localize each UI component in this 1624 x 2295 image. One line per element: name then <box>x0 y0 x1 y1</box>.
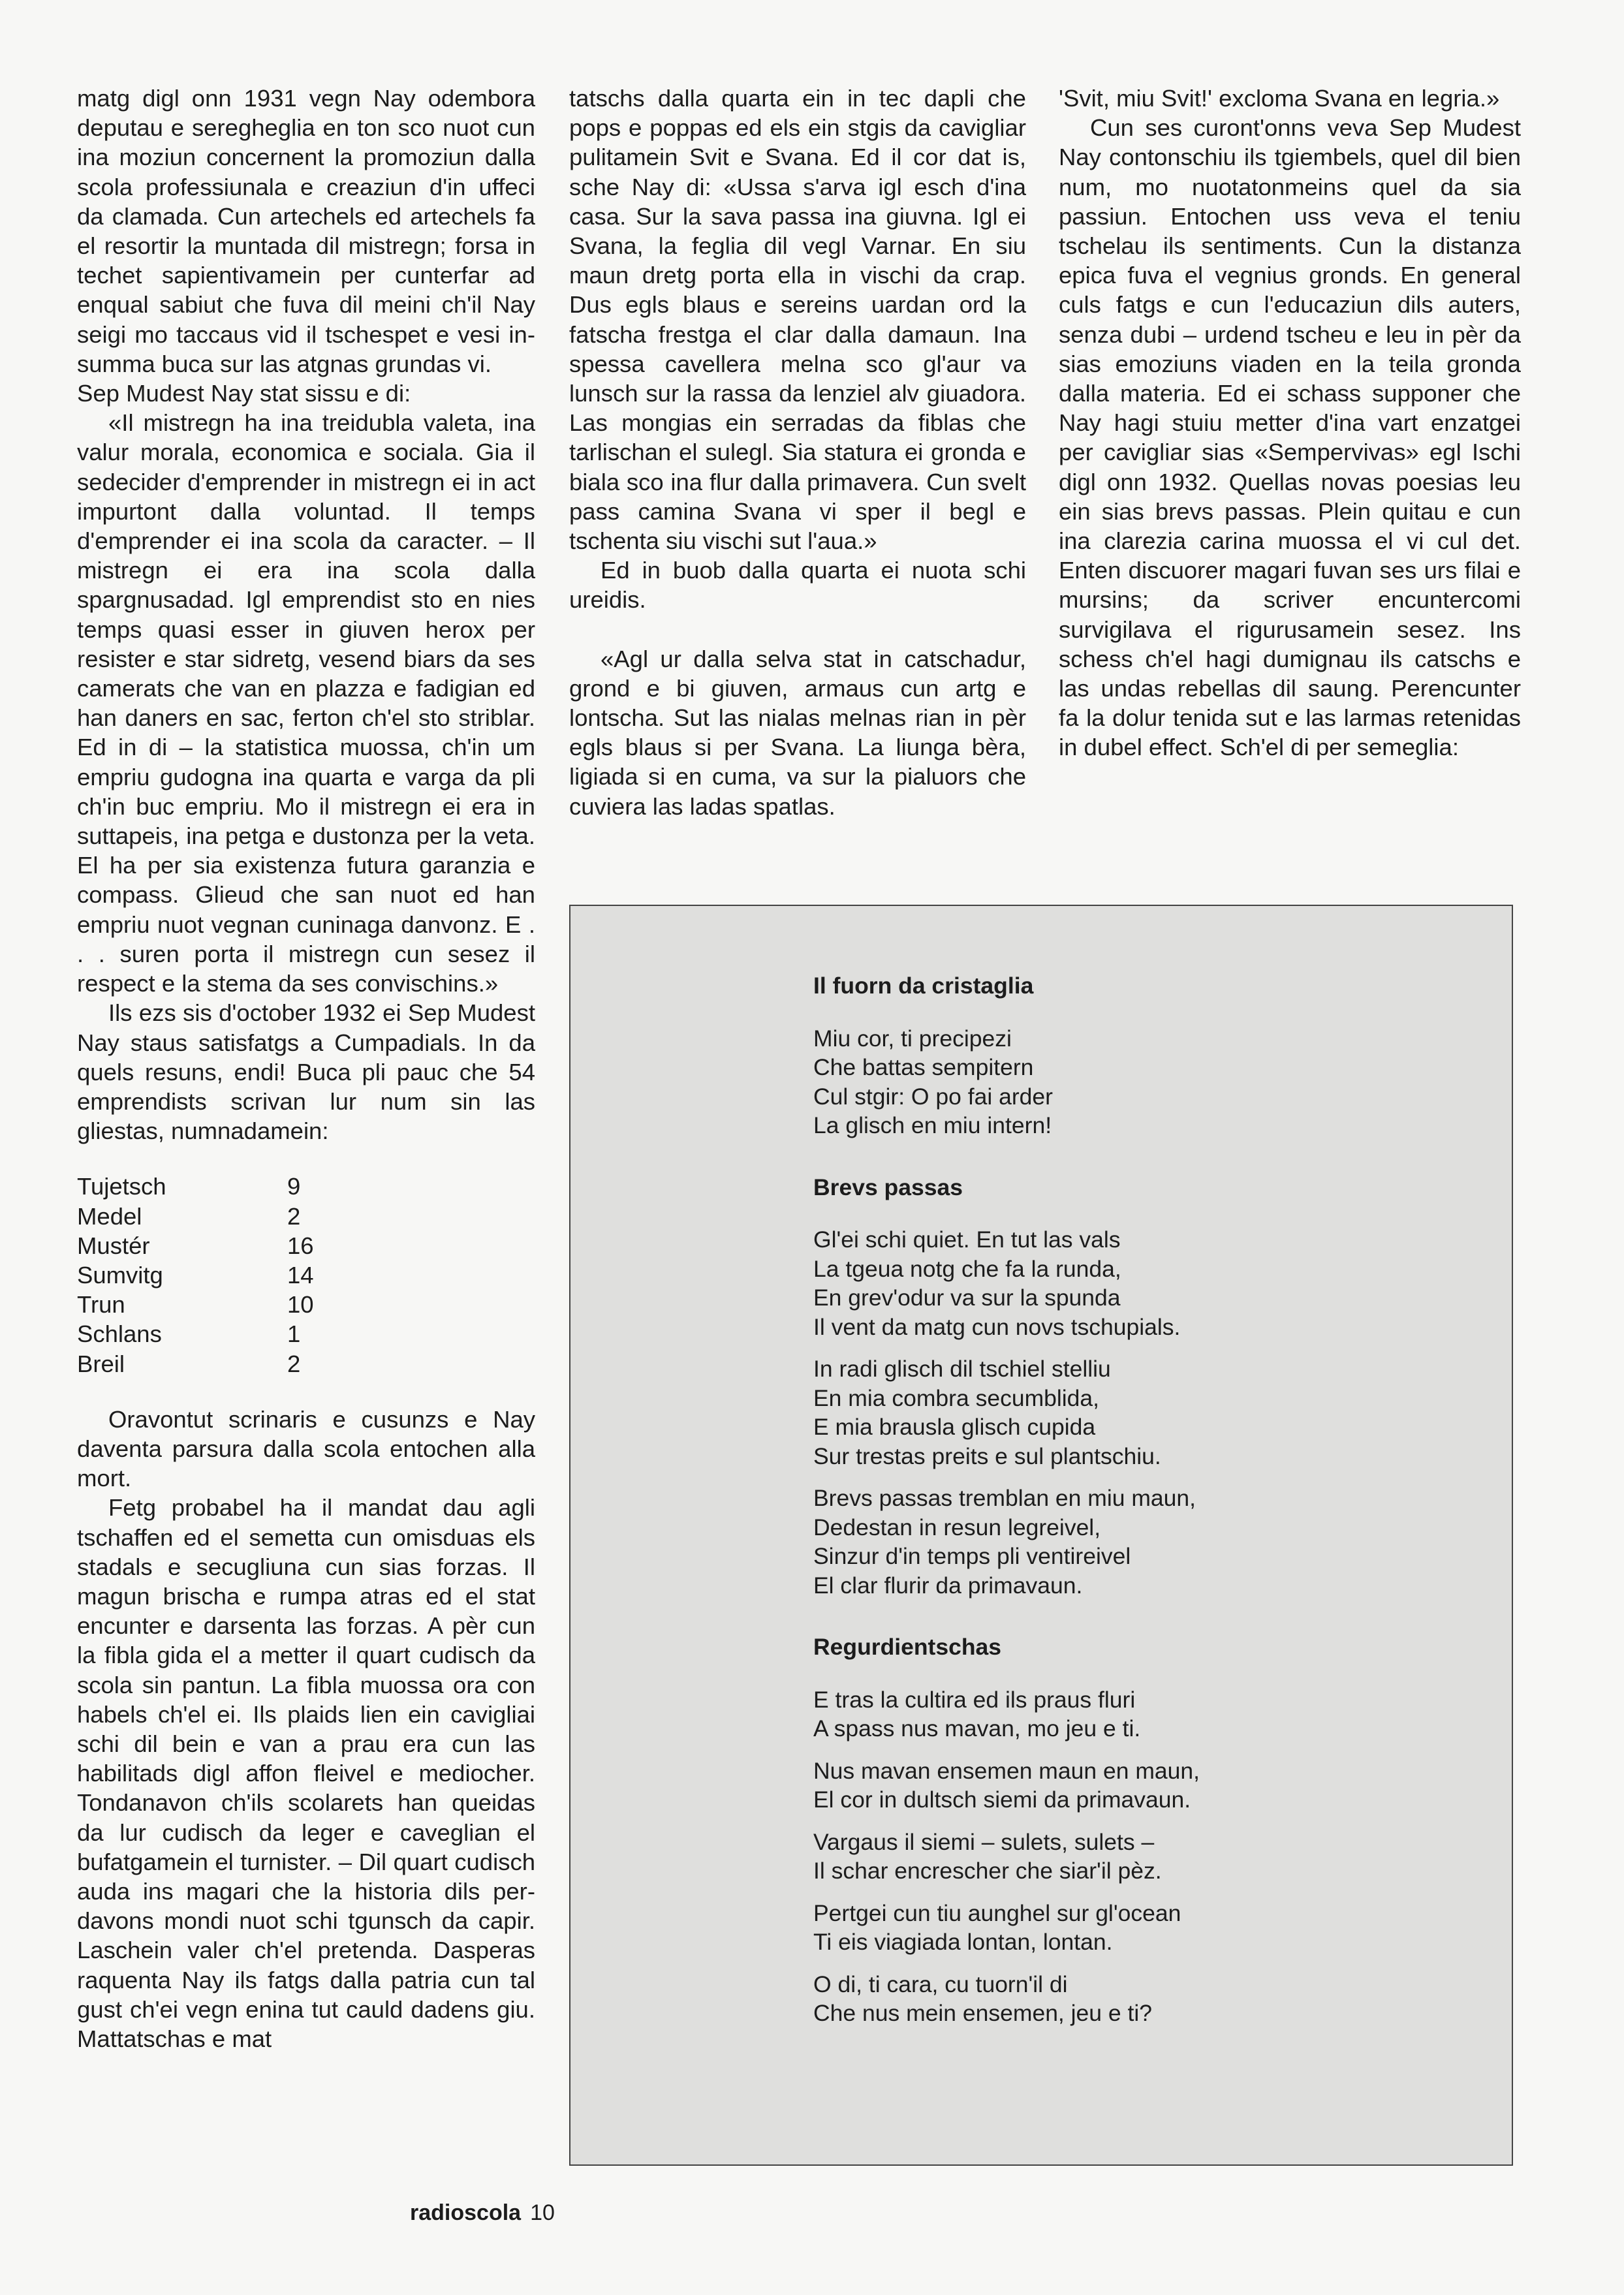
column-left <box>77 84 535 2053</box>
poem-line: Miu cor, ti precipezi <box>813 1025 1012 1052</box>
poem-line: En grev'odur va sur la spunda <box>813 1285 1121 1311</box>
poem-line: El clar flurir da primavaun. <box>813 1572 1083 1599</box>
poem-line: Brevs passas tremblan en miu maun, <box>813 1485 1196 1511</box>
poem-stanza <box>813 1484 1466 1600</box>
site-count: 16 <box>287 1232 314 1259</box>
site-row <box>77 1231 314 1260</box>
poem-line: E tras la cultira ed ils praus fluri <box>813 1686 1136 1713</box>
poem-stanza <box>813 1685 1466 1743</box>
poem-line: En mia combra secumblida, <box>813 1384 1100 1411</box>
poem-line: E mia brausla glisch cupida <box>813 1414 1096 1440</box>
poem-title: Brevs passas <box>813 1174 963 1200</box>
quote-paragraph: «Agl ur dalla selva stat in catschadur, grond e bi giuven, armaus cun artg e lontscha. Sut las nialas melnas rian in pèr egls blaus si per Svana. La liunga bèra, ligiada si en cuma, va sur la pialuors che cuviera las ladas spatlas. <box>569 645 1026 820</box>
poem-title: Il fuorn da cristaglia <box>813 973 1034 999</box>
poem-line: In radi glisch dil tschiel stelliu <box>813 1356 1111 1382</box>
poem-stanza <box>813 1756 1466 1815</box>
poem-line: O di, ti cara, cu tuorn'il di <box>813 1971 1068 1997</box>
site-row <box>77 1260 314 1290</box>
poem-line: Dedestan in resun legreivel, <box>813 1514 1101 1540</box>
poem-list <box>813 971 1466 2041</box>
poem-stanza <box>813 1354 1466 1471</box>
column-right <box>1059 84 1521 762</box>
site-name: Schlans <box>77 1320 162 1348</box>
poem-line: Pertgei cun tiu aunghel sur gl'ocean <box>813 1899 1181 1926</box>
poem-line: Sur trestas preits e sul plantschiu. <box>813 1443 1161 1469</box>
apprentice-count-list <box>77 1172 314 1378</box>
poem-line: Il vent da matg cun novs tschupials. <box>813 1313 1181 1340</box>
poem-line: Sinzur d'in temps pli ventireivel <box>813 1543 1131 1569</box>
poem-line: Cul stgir: O po fai arder <box>813 1083 1053 1110</box>
poem-box <box>569 905 1513 2166</box>
poem-stanza <box>813 1970 1466 2028</box>
paragraph: Oravontut scrinaris e cusunzs e Nay daventa parsura dalla scola entochen alla mort. <box>77 1405 535 1492</box>
site-row <box>77 1172 314 1201</box>
magazine-name: radioscola <box>410 2200 522 2225</box>
site-count: 14 <box>287 1261 314 1288</box>
paragraph: Ils ezs sis d'october 1932 ei Sep Mudest Nay staus satisfatgs a Cumpadials. In da quels resuns, endi! Buca pli pauc che 54 emprendists scrivan lur num sin las gliestas, numnadamein: <box>77 999 535 1145</box>
poem-line: Gl'ei schi quiet. En tut las vals <box>813 1226 1121 1253</box>
site-count: 9 <box>287 1173 301 1200</box>
poem-line: A spass nus mavan, mo jeu e ti. <box>813 1715 1141 1741</box>
site-count: 10 <box>287 1291 314 1319</box>
paragraph: Cun ses curont'onns veva Sep Mudest Nay contonschiu ils tgiembels, quel dil bien num, mo nuotatonmeins quel da sia passiun. Entochen uss veva el teniu tschelau ils sentiments. Cun la distanza epica fuva el vegnius gronds. En general culs fatgs e cun l'educaziun dils auters, senza dubi – urdend tscheu e leu in pèr da sias emoziuns viaden en la teila gronda dalla materia. Ed ei schass supponer che Nay hagi stuiu metter d'ina vart enzatgei per cavigliar sias «Sempervivas» egl Ischi digl onn 1932. Quellas novas poesias leu ein sias brevs passas. Plein quitau e cun ina clarezia carina muossa el vi cul det. Enten discuorer magari fuvan ses urs filai e mursins; da scriver encuntercomi survigilava el rigurusamein sesez. Ins schess ch'el hagi dumignau ils catschs e las undas rebellas dil saung. Perencunter fa la dolur tenida sut e las larmas retenidas in dubel effect. Sch'el di per semeglia: <box>1059 114 1521 761</box>
site-name: Sumvitg <box>77 1261 163 1288</box>
poem-line: Il schar encrescher che siar'il pèz. <box>813 1858 1162 1884</box>
poem-line: La glisch en miu intern! <box>813 1112 1052 1138</box>
poem-line: El cor in dultsch siemi da primavaun. <box>813 1787 1191 1813</box>
paragraph: 'Svit, miu Svit!' excloma Svana en legria.» <box>1059 85 1500 112</box>
column-middle <box>569 84 1026 821</box>
page-footer <box>410 2200 555 2226</box>
site-name: Medel <box>77 1202 142 1230</box>
site-name: Trun <box>77 1291 125 1319</box>
paragraph: tatschs dalla quarta ein in tec dapli che pops e poppas ed els ein stgis da cavigliar pulitamein Svit e Svana. Ed il cor dat is, sche Nay di: «Ussa s'arva igl esch d'ina casa. Sur la sava passa ina giuvna. Igl ei Svana, la feglia dil vegl Varnar. En siu maun dretg porta ella in vischi da crap. Dus egls blaus e sereins uardan ord la fatscha frestga el clar dalla damaun. Ina spessa cavellera melna sco gl'aur va lunsch sur la rassa da lenziel alv giuadora. Las mongias ein serradas da fiblas che tarlischan el sulegl. Sia statura ei gronda e biala sco ina flur dalla primavera. Cun svelt pass camina Svana vi sper il begl e tschenta siu vischi sut l'aua.» <box>569 85 1026 555</box>
site-row <box>77 1319 314 1349</box>
poem-line: Che nus mein ensemen, jeu e ti? <box>813 2000 1152 2026</box>
poem-line: Vargaus il siemi – sulets, sulets – <box>813 1828 1155 1855</box>
site-name: Mustér <box>77 1232 150 1259</box>
site-row <box>77 1202 314 1231</box>
poem-line: Che battas sempitern <box>813 1054 1034 1080</box>
site-count: 2 <box>287 1350 301 1377</box>
poem-line: Ti eis viagiada lontan, lontan. <box>813 1929 1113 1955</box>
paragraph: Fetg probabel ha il mandat dau agli tschaffen ed el semetta cun omisduas els stadals e secugliuna cun sias forzas. Il magun brischa e rumpa atras ed el stat encunter e darsenta las forzas. A pèr cun la fibla gida el a metter il quart cudisch da scola sin pantun. La fibla muossa ora con habels ch'el ei. Ils plaids lien ein cavigliai schi dil bein e van a prau era cun las habilitads digl affon fleivel e mediocher. Tondanavon ch'ils scolarets han queidas da lur cudisch da leger e caveglian el bufatgamein el turnister. – Dil quart cudisch auda ins magari che la historia dils perdavons mondi nuot schi tgunsch da capir. Laschein valer ch'el pretenda. Dasperas raquenta Nay ils fatgs dalla patria cun tal gust ch'ei vegn enina tut cauld dadens giu. Mattatschas e mat <box>77 1494 535 2052</box>
poem-line: Nus mavan ensemen maun en maun, <box>813 1757 1200 1784</box>
paragraph: Sep Mudest Nay stat sissu e di: <box>77 380 411 407</box>
site-count: 1 <box>287 1320 301 1348</box>
poem-stanza <box>813 1828 1466 1886</box>
poem-stanza <box>813 1024 1466 1140</box>
site-row <box>77 1290 314 1319</box>
paragraph: Ed in buob dalla quarta ei nuota schi ureidis. <box>569 557 1026 614</box>
poem-stanza <box>813 1225 1466 1341</box>
poem-title: Regurdientschas <box>813 1634 1002 1660</box>
site-name: Tujetsch <box>77 1173 166 1200</box>
site-name: Breil <box>77 1350 125 1377</box>
site-row <box>77 1349 314 1379</box>
quote-paragraph: «Il mistregn ha ina treidubla valeta, ina valur morala, economica e sociala. Gia il sedecider d'emprender in mistregn ei in act impurtont dalla voluntad. Il temps d'emprender ei ina scola da caracter. – Il mistregn ei era ina scola dalla spargnusadad. Igl emprendist sto en nies temps quasi esser in giuven herox per resister e star sidretg, vesend biars da ses camerats che van en plazza e fadigian ed han daners en sac, ferton ch'el sto striblar. Ed in di – la statistica muossa, ch'in um empriu gudogna ina quarta e varga da pli ch'in buc empriu. Mo il mistregn ei era in suttapeis, ina petga e dustonza per la veta. El ha per sia existenza futura garanzia e compass. Glieud che san nuot ed han empriu nuot vegnan cuninaga danvonz. E . . . suren porta il mistregn cun sesez il respect e la stema da ses convischins.» <box>77 409 535 997</box>
page-number: 10 <box>530 2200 555 2225</box>
paragraph: matg digl onn 1931 vegn Nay odembora deputau e seregheglia en ton sco nuot cun ina moziun concernent la promoziun dalla scola professiunala e creaziun d'in uffeci da clamada. Cun artechels ed artechels fa el resortir la muntada dil mistregn; forsa in techet sapientivamein per cunterfar ad enqual sabiut che fuva dil meini ch'il Nay seigi mo taccaus vid il tschespet e vesi insumma buca sur las atgnas grundas vi. <box>77 85 535 377</box>
poem-stanza <box>813 1899 1466 1957</box>
poem-line: La tgeua notg che fa la runda, <box>813 1255 1121 1282</box>
site-count: 2 <box>287 1202 301 1230</box>
